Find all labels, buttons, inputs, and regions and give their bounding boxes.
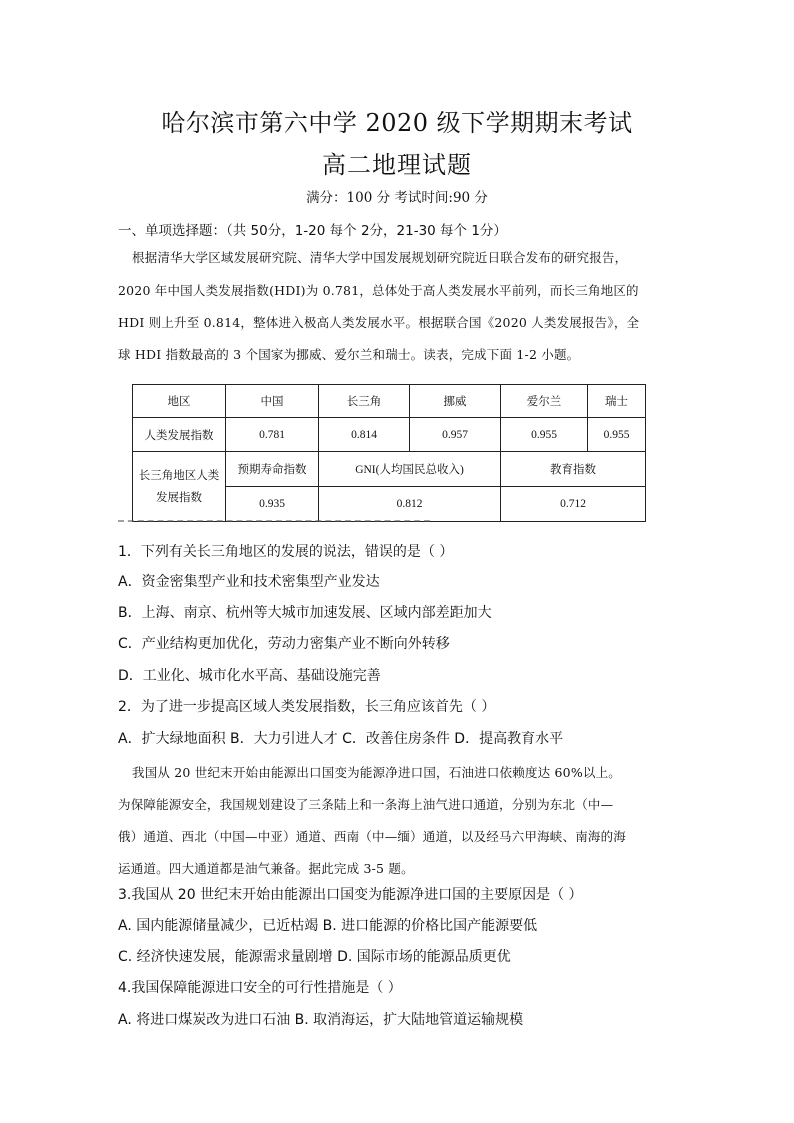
question-option: A．资金密集型产业和技术密集型产业发达 [118, 574, 380, 590]
table-cell: 0.957 [410, 418, 501, 452]
table-cell: 0.781 [226, 418, 319, 452]
exam-subtitle: 高二地理试题 [322, 151, 472, 179]
exam-title: 哈尔滨市第六中学 2020 级下学期期末考试 [161, 109, 633, 137]
table-cell: 地区 [133, 385, 226, 418]
question-option: C．产业结构更加优化，劳动力密集产业不断向外转移 [118, 636, 450, 652]
table-cell: 0.955 [501, 418, 588, 452]
passage-line: 俄）通道、西北（中国—中亚）通道、西南（中—缅）通道，以及经马六甲海峡、南海的海 [118, 829, 627, 844]
table-row [133, 418, 646, 452]
question-stem: 2．为了进一步提高区域人类发展指数，长三角应该首先（ ） [118, 699, 496, 715]
question-option: A. 将进口煤炭改为进口石油 B. 取消海运，扩大陆地管道运输规模 [118, 1012, 524, 1028]
passage-line: 根据清华大学区域发展研究院、清华大学中国发展规划研究院近日联合发布的研究报告， [132, 250, 628, 265]
table-cell: 0.814 [319, 418, 410, 452]
question-option: C. 经济快速发展，能源需求量剧增 D. 国际市场的能源品质更优 [118, 949, 511, 965]
table-cell: 挪威 [410, 385, 501, 418]
table-cell: 0.955 [588, 418, 646, 452]
passage-line: 2020 年中国人类发展指数(HDI)为 0.781，总体处于高人类发展水平前列，而长三角地区的 [118, 283, 639, 298]
table-cell: 中国 [226, 385, 319, 418]
hdi-table [132, 384, 646, 522]
passage-line: 球 HDI 指数最高的 3 个国家为挪威、爱尔兰和瑞士。读表，完成下面 1-2 小题。 [118, 347, 580, 362]
table-row [133, 385, 646, 418]
question-option: B．上海、南京、杭州等大城市加速发展、区域内部差距加大 [118, 605, 492, 621]
passage-line: 为保障能源安全，我国规划建设了三条陆上和一条海上油气进口通道，分别为东北（中— [118, 797, 614, 812]
exam-meta: 满分：100 分 考试时间:90 分 [306, 190, 488, 206]
passage-line: HDI 则上升至 0.814，整体进入极高人类发展水平。根据联合国《2020 人类发展报告》，全 [118, 315, 640, 330]
table-cell: 人类发展指数 [133, 418, 226, 452]
table-cell: 0.935 [226, 487, 319, 522]
table-cell: 长三角 [319, 385, 410, 418]
table-cell: 预期寿命指数 [226, 452, 319, 487]
table-cell: 教育指数 [501, 452, 646, 487]
question-stem: 3.我国从 20 世纪末开始由能源出口国变为能源净进口国的主要原因是（ ） [118, 887, 583, 903]
table-cell: 长三角地区人类发展指数 [133, 452, 226, 522]
passage-line: 运通道。四大通道都是油气兼备。据此完成 3-5 题。 [118, 861, 414, 876]
question-stem: 4.我国保障能源进口安全的可行性措施是（ ） [118, 980, 402, 996]
table-cell: 瑞士 [588, 385, 646, 418]
divider [118, 520, 430, 526]
question-stem: 1．下列有关长三角地区的发展的说法，错误的是（ ） [118, 544, 454, 560]
question-option: A．扩大绿地面积 B．大力引进人才 C．改善住房条件 D．提高教育水平 [118, 731, 564, 747]
table-cell: 0.712 [501, 487, 646, 522]
question-option: D．工业化、城市化水平高、基础设施完善 [118, 668, 381, 684]
passage-line: 我国从 20 世纪末开始由能源出口国变为能源净进口国，石油进口依赖度达 60%以上。 [132, 765, 622, 780]
table-cell: 0.812 [319, 487, 501, 522]
table-row [133, 452, 646, 487]
question-option: A. 国内能源储量减少，已近枯竭 B. 进口能源的价格比国产能源要低 [118, 918, 538, 934]
table-cell: 爱尔兰 [501, 385, 588, 418]
section-heading: 一、单项选择题：（共 50分，1-20 每个 2分，21-30 每个 1分） [118, 223, 507, 239]
table-cell: GNI(人均国民总收入) [319, 452, 501, 487]
